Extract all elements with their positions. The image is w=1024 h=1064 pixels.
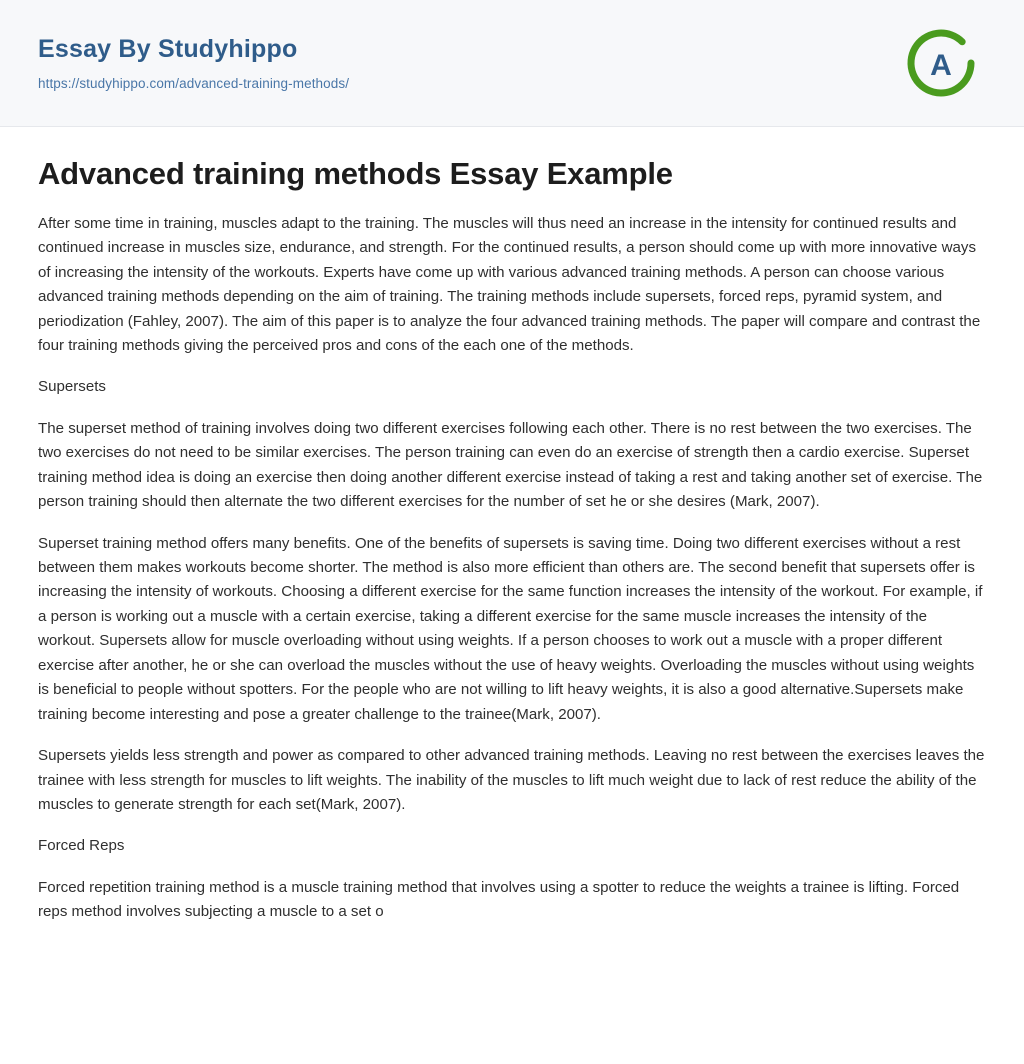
section-heading: Supersets (38, 378, 106, 396)
studyhippo-logo-icon (902, 24, 980, 102)
paragraph: After some time in training, muscles adapt to the training. The muscles will thus need an increase in the intensity for continued results and continued increase in muscles size, endurance, and strength. For the continued results, a person should come up with more innovative ways of increasing the intensity of the workouts. Experts have come up with various advanced training methods. A person can choose various advanced training methods depending on the aim of training. The training methods include supersets, forced reps, pyramid system, and periodization (Fahley, 2007). The aim of this paper is to analyze the four advanced training methods. The paper will compare and contrast the four training methods giving the perceived pros and cons of the each one of the methods. (38, 214, 981, 354)
source-url[interactable]: https://studyhippo.com/advanced-training-methods/ (38, 76, 350, 91)
page-title: Advanced training methods Essay Example (38, 156, 673, 191)
paragraph: Supersets yields less strength and power as compared to other advanced training methods. Leaving no rest between the exercises leaves the trainee with less strength for muscles to lift weights. The inability of the muscles to lift much weight due to lack of rest reduce the ability of the muscles to generate strength for each set(Mark, 2007). (38, 747, 985, 813)
paragraph: Superset training method offers many benefits. One of the benefits of supersets is saving time. Doing two different exercises without a rest between them makes workouts become shorter. The method is also more efficient than others are. The second benefit that supersets offer is increasing the intensity of workouts. Choosing a different exercise for the same function increases the intensity of the workout. For example, if a person is working out a muscle with a certain exercise, taking a different exercise for the same muscle increases the intensity of the workout. Supersets allow for muscle overloading without using weights. If a person chooses to work out a muscle with a proper different exercise after another, he or she can overload the muscles without the use of heavy weights. Overloading the muscles without using weights is beneficial to people without spotters. For the people who are not willing to lift heavy weights, it is also a good alternative.Supersets make training become interesting and pose a greater challenge to the trainee(Mark, 2007). (38, 534, 983, 723)
site-header (0, 0, 1024, 127)
brand-title: Essay By Studyhippo (38, 35, 298, 63)
svg-text:A: A (930, 49, 952, 82)
paragraph: The superset method of training involves doing two different exercises following each other. There is no rest between the two exercises. The two exercises do not need to be similar exercises. The person training can even do an exercise of strength then a cardio exercise. Superset training method idea is doing an exercise then doing another different exercise instead of taking a rest and taking another set of exercise. The person training should then alternate the two different exercises for the number of set he or she desires (Mark, 2007). (38, 419, 983, 511)
paragraph: Forced repetition training method is a muscle training method that involves using a spotter to reduce the weights a trainee is lifting. Forced reps method involves subjecting a muscle to a set o (38, 878, 960, 921)
section-heading: Forced Reps (38, 837, 125, 855)
article-body (0, 127, 1024, 982)
